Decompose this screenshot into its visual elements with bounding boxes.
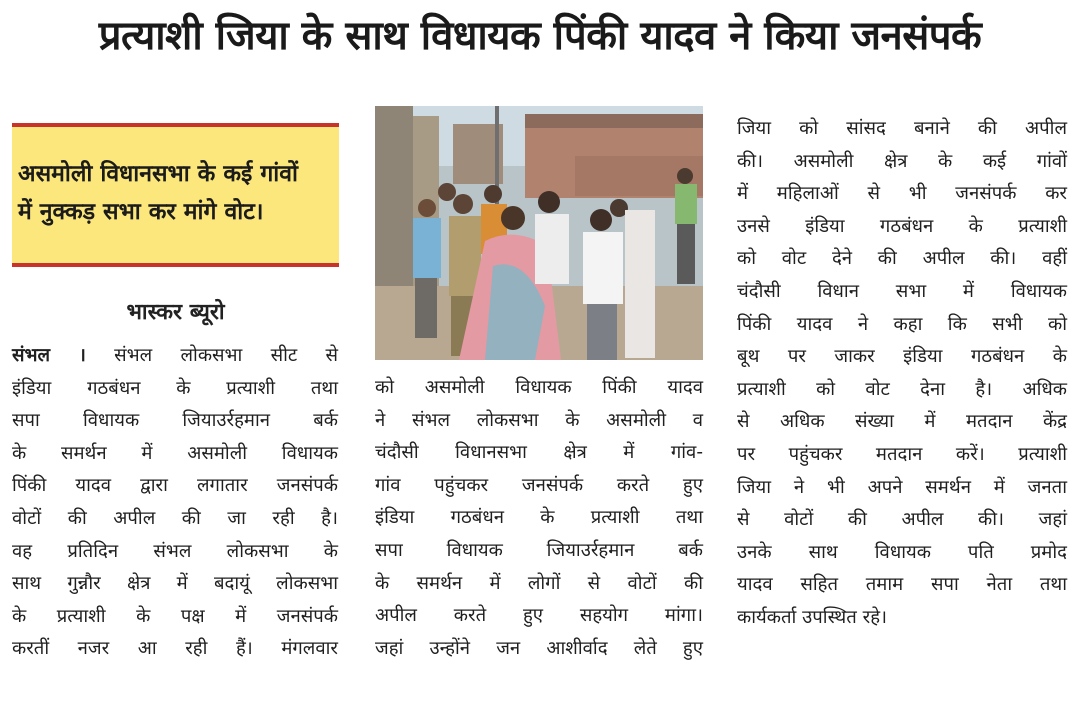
article-line: को वोट देने की अपील की। वहीं <box>737 248 1067 270</box>
article-line: ने संभल लोकसभा के असमोली व <box>375 409 703 431</box>
article-line: के प्रत्याशी के पक्ष में जनसंपर्क <box>12 605 338 627</box>
article-line: साथ गुन्नौर क्षेत्र में बदायूं लोकसभा <box>12 573 338 595</box>
article-line: से वोटों की अपील की। जहां <box>737 509 1067 531</box>
article-line: जिया को सांसद बनाने की अपील <box>737 118 1067 139</box>
article-line: पिंकी यादव ने कहा कि सभी को <box>737 313 1067 335</box>
article-line: सपा विधायक जियाउर्रहमान बर्क <box>12 410 338 432</box>
article-line: पिंकी यादव द्वारा लगातार जनसंपर्क <box>12 475 338 497</box>
article-line: जहां उन्होंने जन आशीर्वाद लेते हुए <box>375 637 703 659</box>
article-line: सपा विधायक जियाउर्रहमान बर्क <box>375 539 703 561</box>
article-line: से अधिक संख्या में मतदान केंद्र <box>737 411 1067 433</box>
article-line: इंडिया गठबंधन के प्रत्याशी तथा <box>12 377 338 399</box>
article-line: प्रत्याशी को वोट देना है। अधिक <box>737 378 1067 400</box>
article-line: चंदौसी विधानसभा क्षेत्र में गांव- <box>375 442 703 464</box>
subheadline-box <box>12 123 339 267</box>
article-line: बूथ पर जाकर इंडिया गठबंधन के <box>737 346 1067 368</box>
article-line: चंदौसी विधान सभा में विधायक <box>737 280 1067 302</box>
subheadline-line-2: में नुक्कड़ सभा कर मांगे वोट। <box>18 199 264 225</box>
article-line: के समर्थन में लोगों से वोटों की <box>375 572 703 594</box>
byline: भास्कर ब्यूरो <box>126 300 225 325</box>
article-column-3 <box>737 113 1067 635</box>
article-line: जिया ने भी अपने समर्थन में जनता <box>737 476 1067 498</box>
article-column-1 <box>12 340 338 666</box>
article-line: अपील करते हुए सहयोग मांगा। <box>375 605 703 627</box>
article-line: के समर्थन में असमोली विधायक <box>12 442 338 464</box>
article-line: की। असमोली क्षेत्र के कई गांवों <box>737 150 1067 172</box>
article-line: को असमोली विधायक पिंकी यादव <box>375 377 703 398</box>
article-line: वोटों की अपील की जा रही है। <box>12 507 338 529</box>
headline: प्रत्याशी जिया के साथ विधायक पिंकी यादव ने किया जनसंपर्क <box>98 13 982 59</box>
article-line: वह प्रतिदिन संभल लोकसभा के <box>12 540 338 562</box>
news-photo <box>375 106 703 360</box>
article-line: में महिलाओं से भी जनसंपर्क कर <box>737 183 1067 205</box>
article-line: उनसे इंडिया गठबंधन के प्रत्याशी <box>737 215 1067 237</box>
article-line: गांव पहुंचकर जनसंपर्क करते हुए <box>375 474 703 496</box>
article-line: इंडिया गठबंधन के प्रत्याशी तथा <box>375 507 703 529</box>
article-line: करतीं नजर आ रही हैं। मंगलवार <box>12 638 338 660</box>
article-line: यादव सहित तमाम सपा नेता तथा <box>737 574 1067 596</box>
article-line: पर पहुंचकर मतदान करें। प्रत्याशी <box>737 443 1067 465</box>
article-line: संभल । संभल लोकसभा सीट से <box>12 345 338 366</box>
article-line: कार्यकर्ता उपस्थित रहे। <box>737 606 888 628</box>
article-column-2 <box>375 372 703 665</box>
article-line: उनके साथ विधायक पति प्रमोद <box>737 541 1067 563</box>
dateline: संभल । <box>12 345 86 366</box>
subheadline-line-1: असमोली विधानसभा के कई गांवों <box>18 161 298 187</box>
